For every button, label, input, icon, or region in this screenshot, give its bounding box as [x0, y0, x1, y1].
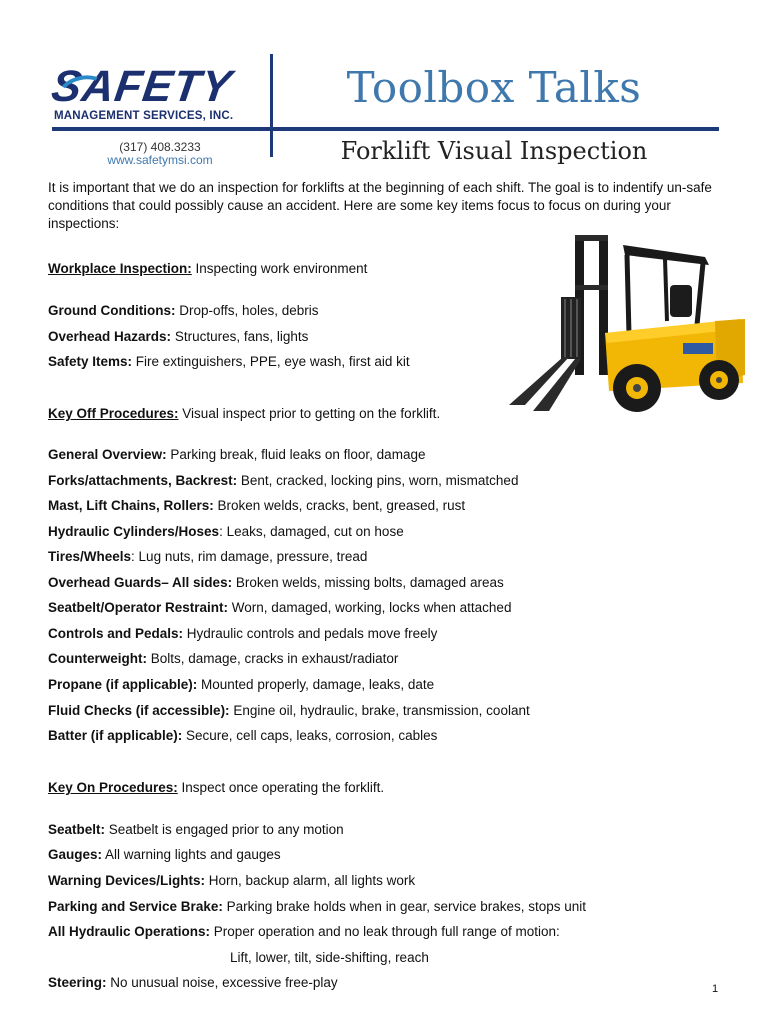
company-website[interactable]: www.safetymsi.com [107, 153, 213, 167]
company-phone: (317) 408.3233 [119, 140, 201, 154]
header-vertical-divider [270, 54, 273, 157]
list-item: Gauges: All warning lights and gauges [48, 847, 281, 862]
list-item: All Hydraulic Operations: Proper operation and no leak through full range of motion: [48, 924, 560, 939]
list-item: Controls and Pedals: Hydraulic controls and pedals move freely [48, 626, 438, 641]
logo-wordmark: SAFETY [48, 62, 236, 111]
key-on-heading-line [48, 780, 384, 795]
intro-paragraph: It is important that we do an inspection for forklifts at the beginning of each shift. The goal is to indentify un-safe conditions that could possibly cause an accident. Here are some key items focus to focus on during your inspections: [48, 180, 712, 231]
key-off-heading-line [48, 406, 440, 421]
hydraulic-continuation: Lift, lower, tilt, side-shifting, reach [230, 950, 429, 965]
list-item: Hydraulic Cylinders/Hoses: Leaks, damaged, cut on hose [48, 524, 404, 539]
list-item: Steering: No unusual noise, excessive free-play [48, 975, 338, 990]
workplace-heading-line [48, 261, 367, 276]
list-item: Forks/attachments, Backrest: Bent, cracked, locking pins, worn, mismatched [48, 473, 519, 488]
page-number: 1 [712, 983, 719, 995]
page-subtitle: Forklift Visual Inspection [340, 137, 648, 165]
list-item: Tires/Wheels: Lug nuts, rim damage, pressure, tread [48, 549, 368, 564]
list-item: Propane (if applicable): Mounted properly, damage, leaks, date [48, 677, 435, 692]
list-item: Seatbelt/Operator Restraint: Worn, damaged, working, locks when attached [48, 600, 512, 615]
list-item: Safety Items: Fire extinguishers, PPE, eye wash, first aid kit [48, 354, 410, 369]
company-logo [48, 62, 248, 126]
key-on-heading: Key On Procedures: [48, 780, 178, 795]
list-item: Counterweight: Bolts, damage, cracks in exhaust/radiator [48, 651, 399, 666]
header-horizontal-divider [52, 127, 719, 131]
list-item: Overhead Guards– All sides: Broken welds, missing bolts, damaged areas [48, 575, 504, 590]
list-item: Ground Conditions: Drop-offs, holes, debris [48, 303, 319, 318]
list-item: General Overview: Parking break, fluid leaks on floor, damage [48, 447, 426, 462]
key-off-heading-desc: Visual inspect prior to getting on the forklift. [178, 406, 441, 421]
list-item: Fluid Checks (if accessible): Engine oil, hydraulic, brake, transmission, coolant [48, 703, 530, 718]
key-off-heading: Key Off Procedures: [48, 406, 179, 421]
list-item: Warning Devices/Lights: Horn, backup alarm, all lights work [48, 873, 416, 888]
workplace-heading-desc: Inspecting work environment [191, 261, 368, 276]
list-item: Parking and Service Brake: Parking brake holds when in gear, service brakes, stops unit [48, 899, 587, 914]
list-item: Mast, Lift Chains, Rollers: Broken welds, cracks, bent, greased, rust [48, 498, 466, 513]
workplace-heading: Workplace Inspection: [48, 261, 192, 276]
list-item: Batter (if applicable): Secure, cell caps, leaks, corrosion, cables [48, 728, 438, 743]
key-on-heading-desc: Inspect once operating the forklift. [177, 780, 385, 795]
page-title: Toolbox Talks [346, 63, 642, 112]
forklift-image [505, 225, 745, 420]
list-item: Seatbelt: Seatbelt is engaged prior to any motion [48, 822, 344, 837]
logo-subtext: MANAGEMENT SERVICES, INC. [54, 110, 234, 122]
list-item: Overhead Hazards: Structures, fans, lights [48, 329, 309, 344]
